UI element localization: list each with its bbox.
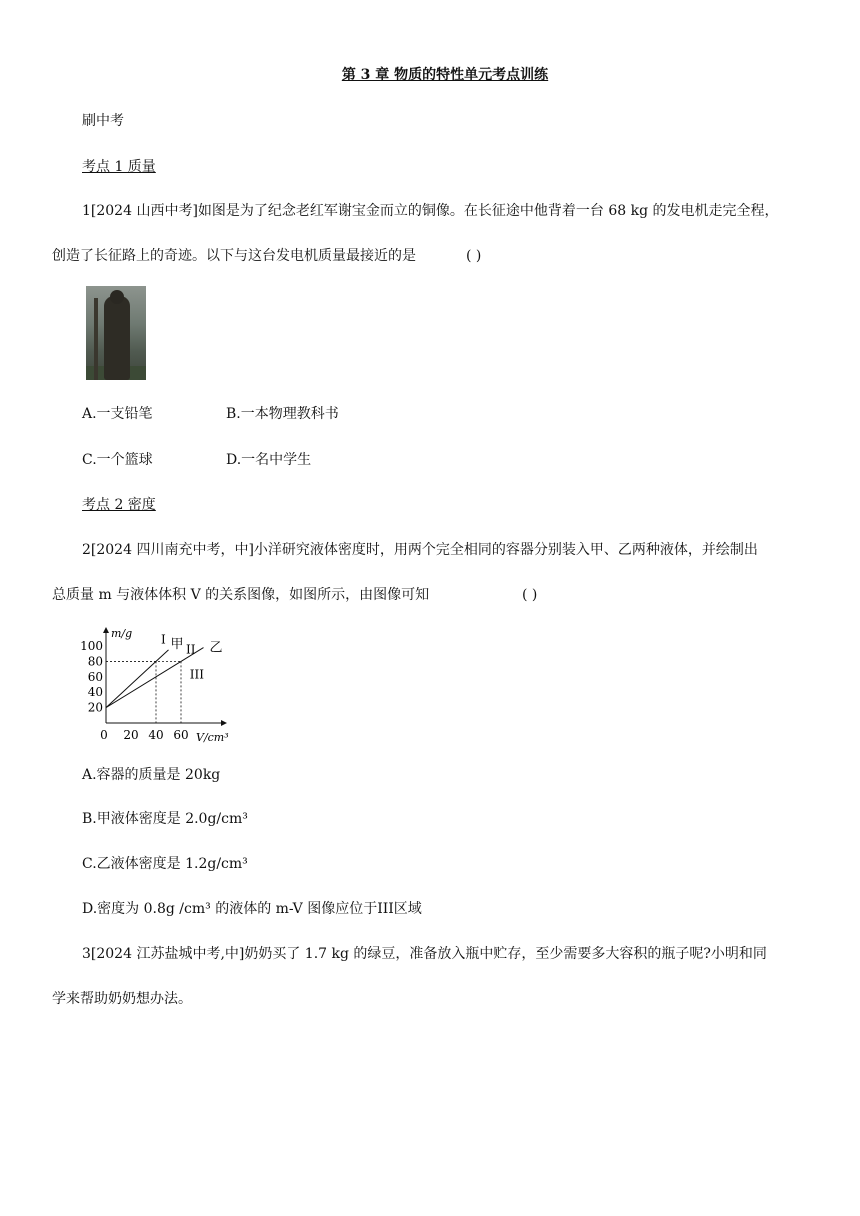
q2-option-c: C.乙液体密度是 1.2g/cm³ <box>82 856 248 872</box>
x-tick-label: 0 <box>100 728 108 742</box>
bronze-statue-photo <box>86 286 146 380</box>
region-label: II <box>186 642 196 657</box>
q1-option-b: B.一本物理教科书 <box>226 406 339 422</box>
y-tick-label: 100 <box>80 639 103 653</box>
q2-line-1: 2[2024 四川南充中考，中]小洋研究液体密度时，用两个完全相同的容器分别装入甲、乙两种液体，并绘制出 <box>82 542 758 558</box>
q2-answer-paren: ( ) <box>522 587 538 603</box>
q2-option-b: B.甲液体密度是 2.0g/cm³ <box>82 811 248 827</box>
q3-line-1: 3[2024 江苏盐城中考,中]奶奶买了 1.7 kg 的绿豆，准备放入瓶中贮存，至少需要多大容积的瓶子呢?小明和同 <box>82 946 767 962</box>
x-tick-label: 20 <box>123 728 139 742</box>
series-label: 乙 <box>209 640 223 656</box>
q2-option-d: D.密度为 0.8g /cm³ 的液体的 m-V 图像应位于III区域 <box>82 901 422 917</box>
y-tick-label: 40 <box>87 685 103 700</box>
kaodian-1-heading: 考点 1 质量 <box>82 159 156 175</box>
q2-option-a: A.容器的质量是 20kg <box>82 767 221 783</box>
q2-line-2: 总质量 m 与液体体积 V 的关系图像，如图所示，由图像可知 <box>52 587 430 603</box>
q1-option-a: A.一支铅笔 <box>82 406 153 422</box>
q1-answer-paren: ( ) <box>466 248 482 264</box>
kaodian-2-heading: 考点 2 密度 <box>82 497 156 513</box>
series-label: 甲 <box>170 636 184 652</box>
x-axis-label: V/cm³ <box>196 731 229 744</box>
section-heading: 刷中考 <box>82 113 124 129</box>
mass-volume-graph <box>78 626 238 746</box>
q1-option-d: D.一名中学生 <box>226 452 312 468</box>
q1-line-1: 1[2024 山西中考]如图是为了纪念老红军谢宝金而立的铜像。在长征途中他背着一台 68 kg 的发电机走完全程， <box>82 203 779 219</box>
q1-option-c: C.一个篮球 <box>82 452 153 468</box>
q1-line-2: 创造了长征路上的奇迹。以下与这台发电机质量最接近的是 <box>52 248 416 264</box>
q3-line-2: 学来帮助奶奶想办法。 <box>52 991 192 1007</box>
series-line-1 <box>106 650 169 708</box>
y-tick-label: 60 <box>87 669 103 684</box>
region-label: III <box>189 667 204 682</box>
y-axis-label: m/g <box>111 627 133 640</box>
x-tick-label: 40 <box>148 728 164 742</box>
y-tick-label: 20 <box>87 700 103 715</box>
region-label: I <box>161 632 166 647</box>
page-title: 第 3 章 物质的特性单元考点训练 <box>341 67 549 83</box>
x-tick-label: 60 <box>173 728 189 742</box>
y-tick-label: 80 <box>87 654 103 669</box>
